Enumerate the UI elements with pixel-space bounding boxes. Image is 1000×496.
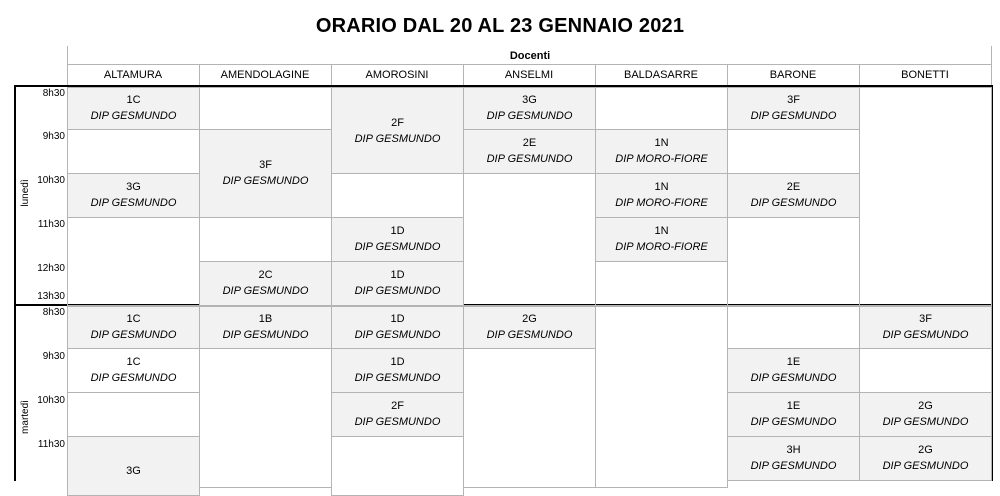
column-header-bonetti: BONETTI bbox=[901, 69, 949, 81]
class-label: 2G bbox=[918, 444, 933, 456]
page-title: ORARIO DAL 20 AL 23 GENNAIO 2021 bbox=[315, 15, 685, 37]
schedule-cell[interactable] bbox=[199, 261, 332, 306]
teacher-label: DIP GESMUNDO bbox=[750, 460, 837, 472]
class-label: 3F bbox=[259, 159, 272, 171]
class-label: 1D bbox=[390, 269, 405, 281]
teacher-label: DIP GESMUNDO bbox=[90, 372, 177, 384]
teacher-label: DIP GESMUNDO bbox=[750, 110, 837, 122]
class-label: 3G bbox=[126, 465, 141, 477]
grid-line bbox=[991, 46, 992, 86]
teacher-label: DIP GESMUNDO bbox=[90, 329, 177, 341]
class-label: 1N bbox=[654, 225, 669, 237]
teacher-label: DIP GESMUNDO bbox=[486, 153, 573, 165]
class-label: 1N bbox=[654, 137, 669, 149]
class-label: 2E bbox=[522, 137, 537, 149]
day-label-monday: lunedì bbox=[20, 179, 31, 207]
teacher-label: DIP GESMUNDO bbox=[750, 372, 837, 384]
schedule-cell[interactable] bbox=[727, 436, 860, 481]
schedule-cell[interactable] bbox=[595, 129, 728, 174]
grid-line bbox=[595, 64, 596, 86]
class-label: 3H bbox=[786, 444, 801, 456]
time-label: 9h30 bbox=[42, 351, 65, 362]
schedule-cell-empty[interactable] bbox=[67, 217, 200, 306]
teacher-label: DIP GESMUNDO bbox=[882, 329, 969, 341]
schedule-cell[interactable] bbox=[727, 87, 860, 130]
grid-line bbox=[727, 64, 728, 86]
schedule-cell[interactable] bbox=[859, 436, 992, 481]
schedule-cell[interactable] bbox=[331, 87, 464, 174]
teacher-label: DIP GESMUNDO bbox=[750, 197, 837, 209]
teacher-label: DIP GESMUNDO bbox=[486, 329, 573, 341]
schedule-cell[interactable] bbox=[331, 306, 464, 349]
schedule-cell-empty[interactable] bbox=[727, 306, 860, 349]
class-label: 2C bbox=[258, 269, 273, 281]
schedule-cell[interactable] bbox=[331, 217, 464, 262]
schedule-cell-empty[interactable] bbox=[463, 348, 596, 488]
time-label: 8h30 bbox=[42, 307, 65, 318]
schedule-cell[interactable] bbox=[67, 87, 200, 130]
schedule-cell[interactable] bbox=[67, 173, 200, 218]
schedule-cell-empty[interactable] bbox=[199, 87, 332, 130]
grid-line bbox=[67, 64, 992, 65]
time-label: 9h30 bbox=[42, 131, 65, 142]
schedule-cell[interactable] bbox=[463, 87, 596, 130]
grid-line bbox=[199, 64, 200, 86]
teacher-label: DIP GESMUNDO bbox=[222, 329, 309, 341]
class-label: 1B bbox=[258, 313, 273, 325]
teacher-label: DIP MORO-FIORE bbox=[615, 153, 708, 165]
class-label: 2F bbox=[391, 117, 404, 129]
schedule-cell[interactable] bbox=[727, 173, 860, 218]
group-header-docenti: Docenti bbox=[509, 50, 551, 62]
schedule-cell[interactable] bbox=[727, 392, 860, 437]
class-label: 3F bbox=[919, 313, 932, 325]
time-label: 11h30 bbox=[37, 219, 65, 230]
teacher-label: DIP MORO-FIORE bbox=[615, 241, 708, 253]
column-header-amendolagine: AMENDOLAGINE bbox=[220, 69, 310, 81]
schedule-cell-empty[interactable] bbox=[859, 348, 992, 393]
day-label-tuesday: martedì bbox=[20, 400, 31, 434]
teacher-label: DIP GESMUNDO bbox=[354, 329, 441, 341]
teacher-label: DIP GESMUNDO bbox=[750, 416, 837, 428]
class-label: 3G bbox=[522, 94, 537, 106]
class-label: 1C bbox=[126, 356, 141, 368]
schedule-cell[interactable] bbox=[199, 129, 332, 218]
class-label: 2G bbox=[522, 313, 537, 325]
schedule-cell[interactable] bbox=[67, 306, 200, 349]
schedule-cell-empty[interactable] bbox=[67, 129, 200, 174]
class-label: 1E bbox=[786, 400, 801, 412]
schedule-cell-empty[interactable] bbox=[331, 436, 464, 496]
time-label: 10h30 bbox=[37, 395, 65, 406]
column-header-anselmi: ANSELMI bbox=[504, 69, 554, 81]
column-header-barone: BARONE bbox=[769, 69, 817, 81]
class-label: 1E bbox=[786, 356, 801, 368]
schedule-cell[interactable] bbox=[859, 306, 992, 349]
schedule-cell-empty[interactable] bbox=[595, 306, 728, 488]
schedule-cell-empty[interactable] bbox=[199, 348, 332, 488]
schedule-cell-empty[interactable] bbox=[595, 87, 728, 130]
schedule-cell-empty[interactable] bbox=[331, 173, 464, 218]
class-label: 3F bbox=[787, 94, 800, 106]
teacher-label: DIP GESMUNDO bbox=[354, 372, 441, 384]
time-label: 10h30 bbox=[37, 175, 65, 186]
schedule-cell-empty[interactable] bbox=[463, 173, 596, 306]
column-header-amorosini: AMOROSINI bbox=[365, 69, 429, 81]
class-label: 2F bbox=[391, 400, 404, 412]
class-label: 1C bbox=[126, 313, 141, 325]
grid-line bbox=[859, 64, 860, 86]
teacher-label: DIP GESMUNDO bbox=[222, 175, 309, 187]
schedule-cell[interactable] bbox=[331, 348, 464, 393]
teacher-label: DIP MORO-FIORE bbox=[615, 197, 708, 209]
schedule-cell-empty[interactable] bbox=[595, 261, 728, 306]
class-label: 1C bbox=[126, 94, 141, 106]
schedule-cell[interactable] bbox=[463, 306, 596, 349]
time-label: 11h30 bbox=[37, 439, 65, 450]
schedule-cell[interactable] bbox=[859, 392, 992, 437]
time-label: 12h30 bbox=[37, 263, 65, 274]
teacher-label: DIP GESMUNDO bbox=[354, 133, 441, 145]
schedule-cell[interactable] bbox=[727, 348, 860, 393]
class-label: 1D bbox=[390, 356, 405, 368]
schedule-cell[interactable] bbox=[595, 217, 728, 262]
schedule-cell-empty[interactable] bbox=[727, 217, 860, 306]
class-label: 1D bbox=[390, 225, 405, 237]
teacher-label: DIP GESMUNDO bbox=[90, 197, 177, 209]
teacher-label: DIP GESMUNDO bbox=[882, 460, 969, 472]
teacher-label: DIP GESMUNDO bbox=[354, 416, 441, 428]
class-label: 2E bbox=[786, 181, 801, 193]
grid-line bbox=[67, 46, 68, 86]
teacher-label: DIP GESMUNDO bbox=[354, 241, 441, 253]
grid-line bbox=[463, 64, 464, 86]
teacher-label: DIP GESMUNDO bbox=[354, 285, 441, 297]
grid-line bbox=[331, 64, 332, 86]
schedule-cell-empty[interactable] bbox=[727, 129, 860, 174]
schedule-cell-empty[interactable] bbox=[859, 87, 992, 306]
schedule-cell[interactable] bbox=[331, 392, 464, 437]
schedule-cell-empty[interactable] bbox=[199, 217, 332, 262]
time-label: 13h30 bbox=[37, 291, 65, 302]
teacher-label: DIP GESMUNDO bbox=[90, 110, 177, 122]
teacher-label: DIP GESMUNDO bbox=[222, 285, 309, 297]
class-label: 2G bbox=[918, 400, 933, 412]
teacher-label: DIP GESMUNDO bbox=[486, 110, 573, 122]
time-label: 8h30 bbox=[42, 88, 65, 99]
schedule-cell[interactable] bbox=[595, 173, 728, 218]
column-header-altamura: ALTAMURA bbox=[103, 69, 163, 81]
schedule-cell[interactable] bbox=[67, 436, 200, 496]
column-header-baldasarre: BALDASARRE bbox=[624, 69, 698, 81]
schedule-cell[interactable] bbox=[463, 129, 596, 174]
class-label: 3G bbox=[126, 181, 141, 193]
schedule-cell[interactable] bbox=[67, 348, 200, 393]
schedule-cell-empty[interactable] bbox=[67, 392, 200, 437]
class-label: 1D bbox=[390, 313, 405, 325]
teacher-label: DIP GESMUNDO bbox=[882, 416, 969, 428]
class-label: 1N bbox=[654, 181, 669, 193]
day-border-left bbox=[14, 85, 16, 481]
schedule-cell[interactable] bbox=[331, 261, 464, 306]
schedule-cell[interactable] bbox=[199, 306, 332, 349]
